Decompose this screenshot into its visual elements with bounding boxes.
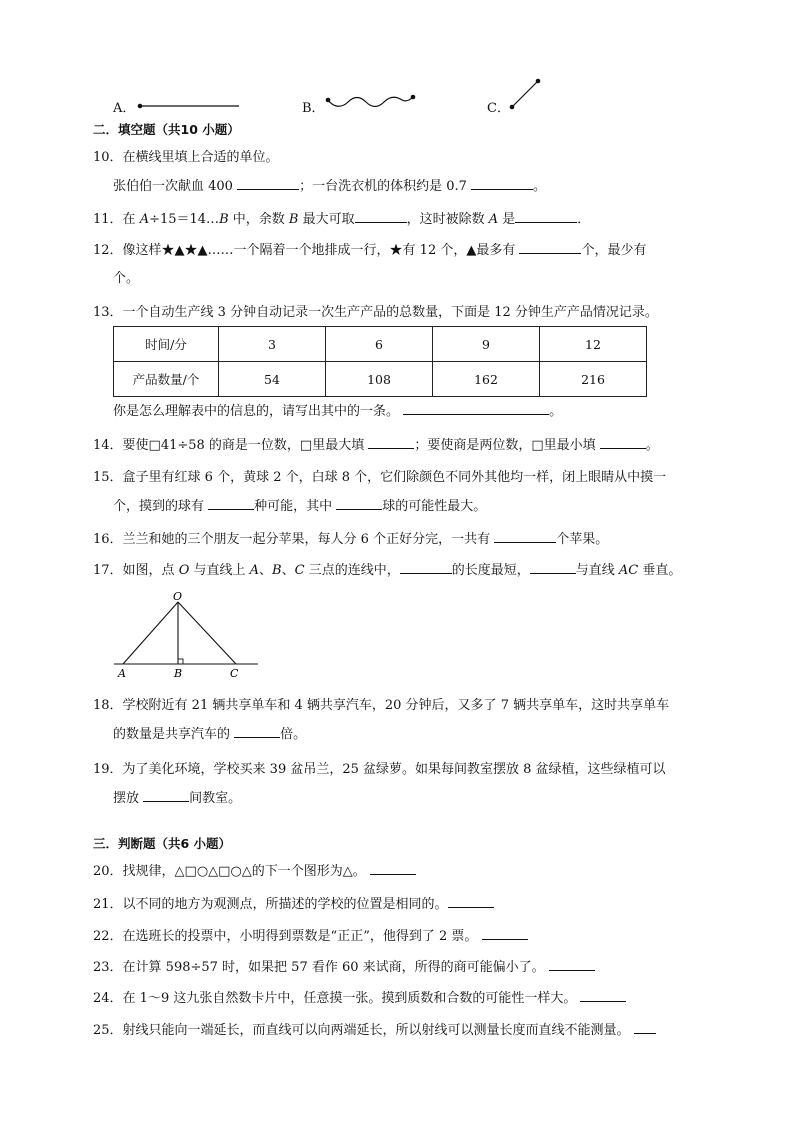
- answer-blank[interactable]: [494, 530, 556, 543]
- table-cell: 产品数量/个: [114, 362, 219, 397]
- option-c-label: C．: [487, 101, 510, 116]
- table-cell: 216: [540, 362, 647, 397]
- question-23: 23．在计算 598÷57 时，如果把 57 看作 60 来试商，所得的商可能偏小了。: [93, 956, 595, 975]
- answer-blank[interactable]: [403, 402, 549, 415]
- question-18-line2: 的数量是共享汽车的 倍。: [113, 727, 307, 742]
- question-13-stem: 13．一个自动生产线 3 分钟自动记录一次生产产品的总数量，下面是 12 分钟生产产品情况记录。: [93, 305, 658, 320]
- answer-blank[interactable]: [234, 725, 280, 738]
- perpendicular-figure: [108, 588, 268, 680]
- question-17: 17．如图，点 O 与直线上 A、B、C 三点的连线中， 的长度最短， 与直线 AC 垂直。: [93, 563, 682, 578]
- question-19-line1: 19．为了美化环境，学校买来 39 盆吊兰，25 盆绿萝。如果每间教室摆放 8 盆绿植，这些绿植可以: [93, 762, 666, 777]
- question-12-line1: 12．像这样★▲★▲……一个隔着一个地排成一行，★有 12 个，▲最多有 个，最少有: [93, 243, 647, 258]
- question-16: 16．兰兰和她的三个朋友一起分苹果，每人分 6 个正好分完，一共有 个苹果。: [93, 532, 609, 547]
- table-header-cell: 时间/分: [114, 327, 219, 362]
- answer-blank[interactable]: [482, 927, 528, 940]
- question-10-stem: 10．在横线里填上合适的单位。: [93, 150, 279, 165]
- answer-blank[interactable]: [515, 210, 577, 223]
- option-a: [113, 97, 135, 116]
- answer-blank[interactable]: [368, 436, 414, 449]
- table-cell: 108: [326, 362, 433, 397]
- point-c-label: C: [230, 667, 239, 680]
- table-header-cell: 12: [540, 327, 647, 362]
- answer-blank[interactable]: [549, 958, 595, 971]
- point-o-label: O: [173, 590, 183, 603]
- point-b-label: B: [174, 667, 183, 680]
- table-row: [114, 327, 647, 362]
- answer-blank[interactable]: [237, 177, 299, 190]
- table-header-cell: 6: [326, 327, 433, 362]
- question-12-line2: 个。: [113, 271, 140, 286]
- point-a-label: A: [118, 667, 126, 680]
- answer-blank[interactable]: [634, 1021, 656, 1034]
- answer-blank[interactable]: [370, 862, 416, 875]
- question-21: 21．以不同的地方为观测点，所描述的学校的位置是相同的。: [93, 893, 494, 912]
- answer-blank[interactable]: [208, 497, 254, 510]
- answer-blank[interactable]: [448, 895, 494, 908]
- answer-blank[interactable]: [471, 177, 533, 190]
- question-11: 11．在 A÷15＝14…B 中，余数 B 最大可取 ，这时被除数 A 是 ．: [93, 212, 591, 227]
- question-22: 22．在选班长的投票中，小明得到票数是“正正”，他得到了 2 票。: [93, 925, 528, 944]
- answer-blank[interactable]: [355, 210, 407, 223]
- question-13-follow: 你是怎么理解表中的信息的，请写出其中的一条。 。: [113, 404, 563, 419]
- section-title-judge: 三．判断题（共6 小题）: [93, 836, 232, 851]
- option-a-label: A．: [113, 101, 136, 116]
- answer-blank[interactable]: [580, 989, 626, 1002]
- answer-blank[interactable]: [336, 497, 382, 510]
- segment-figure-a: [135, 98, 245, 114]
- question-25: 25．射线只能向一端延长，而直线可以向两端延长，所以射线可以测量长度而直线不能测量。: [93, 1019, 656, 1038]
- question-14: 14．要使□41÷58 的商是一位数，□里最大填 ；要使商是两位数，□里最小填 。: [93, 438, 659, 453]
- question-24: 24．在 1～9 这九张自然数卡片中，任意摸一张。摸到质数和合数的可能性一样大。: [93, 987, 626, 1006]
- section-title-fill: 二．填空题（共10 小题）: [93, 122, 240, 137]
- question-10-line: 张伯伯一次献血 400 ；一台洗衣机的体积约是 0.7 。: [113, 179, 547, 194]
- question-15-line2: 个，摸到的球有 种可能，其中 球的可能性最大。: [113, 499, 487, 514]
- answer-blank[interactable]: [143, 789, 189, 802]
- answer-blank[interactable]: [400, 561, 452, 574]
- table-header-cell: 9: [433, 327, 540, 362]
- table-cell: 54: [219, 362, 326, 397]
- answer-blank[interactable]: [600, 436, 646, 449]
- question-19-line2: 摆放 间教室。: [113, 791, 242, 806]
- question-18-line1: 18．学校附近有 21 辆共享单车和 4 辆共享汽车，20 分钟后，又多了 7 辆共享单车，这时共享单车: [93, 698, 670, 713]
- curve-figure-b: [322, 88, 422, 112]
- production-record-table: [113, 326, 647, 397]
- table-header-cell: 3: [219, 327, 326, 362]
- option-b-label: B．: [302, 101, 325, 116]
- ray-figure-c: [505, 74, 545, 114]
- answer-blank[interactable]: [530, 561, 576, 574]
- answer-blank[interactable]: [519, 241, 581, 254]
- question-20: 20．找规律，△□○△□○△的下一个图形为△。: [93, 860, 416, 879]
- table-cell: 162: [433, 362, 540, 397]
- question-15-line1: 15．盒子里有红球 6 个，黄球 2 个，白球 8 个，它们除颜色不同外其他均一样，闭上眼睛从中摸一: [93, 470, 667, 485]
- table-row: [114, 362, 647, 397]
